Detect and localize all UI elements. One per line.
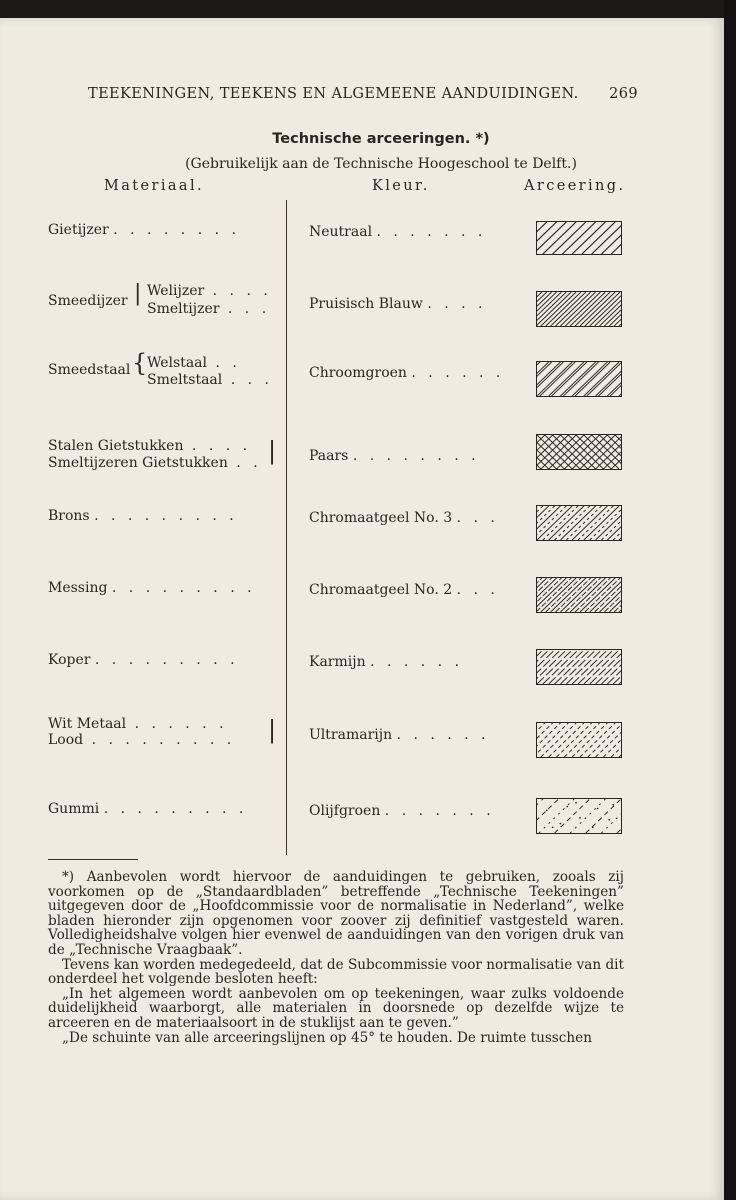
footnote-rule xyxy=(48,859,138,860)
colour-name: Neutraal xyxy=(309,224,373,240)
colour-cell: Pruisisch Blauw . . . . xyxy=(309,296,487,312)
colour-cell: Chromaatgeel No. 3 . . . xyxy=(309,510,499,526)
sub-material: Smeltijzer xyxy=(147,301,220,317)
colour-name: Pruisisch Blauw xyxy=(309,296,423,312)
material-name: Koper xyxy=(48,652,91,668)
footnote-paragraph: *) Aanbevolen wordt hiervoor de aanduidingen te gebruiken, zooals zij voorkomen op de „Standaardbladen” betreffende „Technische Teekeningen” uitgegeven door de „Hoofdcommissie voor de normalisatie in Nederland”, welke bladen hieronder zijn opgenomen voor zoover zij definitief vastgesteld waren. Volledigheidshalve volgen hier evenwel de aanduidingen van den vorigen druk van de „Technische Vraagbaak”. xyxy=(48,869,624,958)
colour-cell: Olijfgroen . . . . . . . xyxy=(309,803,495,819)
colour-name: Karmijn xyxy=(309,654,366,670)
material-cell xyxy=(48,293,128,309)
material-cell: Wit Metaal . . . . . . xyxy=(48,716,228,732)
footnote-paragraph: Tevens kan worden medegedeeld, dat de Subcommissie voor normalisatie van dit onderdeel het volgende besloten heeft: xyxy=(48,956,624,988)
colour-cell: Ultramarijn . . . . . . xyxy=(309,727,490,743)
colour-cell: Chromaatgeel No. 2 . . . xyxy=(309,582,499,598)
sub-material: Welstaal xyxy=(147,355,207,371)
column-header-hatching: Arceering. xyxy=(524,178,626,194)
hatch-swatch-gummi xyxy=(536,798,622,834)
footnote-paragraph: „In het algemeen wordt aanbevolen om op teekeningen, waar zulks voldoende duidelijkheid waarborgt, alle materialen in doorsnede op dezelfde wijze te arceeren en de materiaalsoort in de stuklijst aan te geven.” xyxy=(48,985,624,1031)
material-name: Smeedstaal xyxy=(48,362,131,378)
brace-mark: | xyxy=(134,281,142,306)
colour-name: Chromaatgeel No. 3 xyxy=(309,510,453,526)
material-cell: Lood . . . . . . . . . xyxy=(48,732,236,748)
colour-cell: Chroomgroen . . . . . . xyxy=(309,365,505,381)
material-sub: Smeltijzer . . . xyxy=(147,301,271,317)
material-cell: Smeltijzeren Gietstukken . . xyxy=(48,455,262,471)
table-title: Technische arceeringen. *) xyxy=(272,131,490,147)
material-cell: Gummi . . . . . . . . . xyxy=(48,801,248,817)
material-name: Gummi xyxy=(48,801,100,817)
hatch-swatch-smeedijzer xyxy=(536,291,622,327)
page-edge xyxy=(724,0,736,1200)
material-sub: Welstaal . . xyxy=(147,355,241,371)
page-number: 269 xyxy=(609,86,638,102)
brace-mark: | xyxy=(268,437,277,465)
material-sub: Smeltstaal . . . xyxy=(147,372,273,388)
colour-name: Paars xyxy=(309,448,349,464)
hatch-swatch-gietstukken xyxy=(536,434,622,470)
material-cell: Stalen Gietstukken . . . . xyxy=(48,438,252,454)
material-name: Gietijzer xyxy=(48,222,109,238)
table-subtitle: (Gebruikelijk aan de Technische Hoogeschool te Delft.) xyxy=(185,156,577,172)
material-name: Smeedijzer xyxy=(48,293,128,309)
material-cell: Brons . . . . . . . . . xyxy=(48,508,238,524)
material-name: Lood xyxy=(48,732,84,748)
hatch-swatch-brons xyxy=(536,505,622,541)
material-cell: Koper . . . . . . . . . xyxy=(48,652,239,668)
colour-name: Chromaatgeel No. 2 xyxy=(309,582,453,598)
hatch-swatch-messing xyxy=(536,577,622,613)
column-header-colour: Kleur. xyxy=(372,178,430,194)
sub-material: Welijzer xyxy=(147,283,205,299)
material-name: Messing xyxy=(48,580,108,596)
colour-cell: Neutraal . . . . . . . xyxy=(309,224,487,240)
material-name: Wit Metaal xyxy=(48,716,127,732)
material-cell xyxy=(48,362,130,378)
column-header-material: Materiaal. xyxy=(104,178,205,194)
brace-mark: | xyxy=(268,716,277,744)
colour-name: Ultramarijn xyxy=(309,727,393,743)
material-name: Stalen Gietstukken xyxy=(48,438,184,454)
footnote-paragraph: „De schuinte van alle arceeringslijnen op 45° te houden. De ruimte tusschen xyxy=(62,1029,592,1046)
hatch-swatch-koper xyxy=(536,649,622,685)
hatch-swatch-smeedstaal xyxy=(536,361,622,397)
column-divider xyxy=(286,200,287,855)
colour-name: Olijfgroen xyxy=(309,803,381,819)
footnote xyxy=(48,870,624,1045)
book-page xyxy=(0,18,724,1200)
colour-cell: Karmijn . . . . . . xyxy=(309,654,464,670)
brace-mark: { xyxy=(132,349,148,377)
colour-name: Chroomgroen xyxy=(309,365,407,381)
sub-material: Smeltstaal xyxy=(147,372,223,388)
material-name: Brons xyxy=(48,508,90,524)
material-sub: Welijzer . . . . xyxy=(147,283,272,299)
material-name: Smeltijzeren Gietstukken xyxy=(48,455,228,471)
colour-cell: Paars . . . . . . . . xyxy=(309,448,480,464)
hatch-swatch-gietijzer xyxy=(536,221,622,255)
hatch-swatch-wit-metaal xyxy=(536,722,622,758)
material-cell: Messing . . . . . . . . . xyxy=(48,580,256,596)
running-head xyxy=(88,86,638,102)
material-cell: Gietijzer . . . . . . . . xyxy=(48,222,240,238)
running-title: TEEKENINGEN, TEEKENS EN ALGEMEENE AANDUIDINGEN. xyxy=(88,86,579,102)
